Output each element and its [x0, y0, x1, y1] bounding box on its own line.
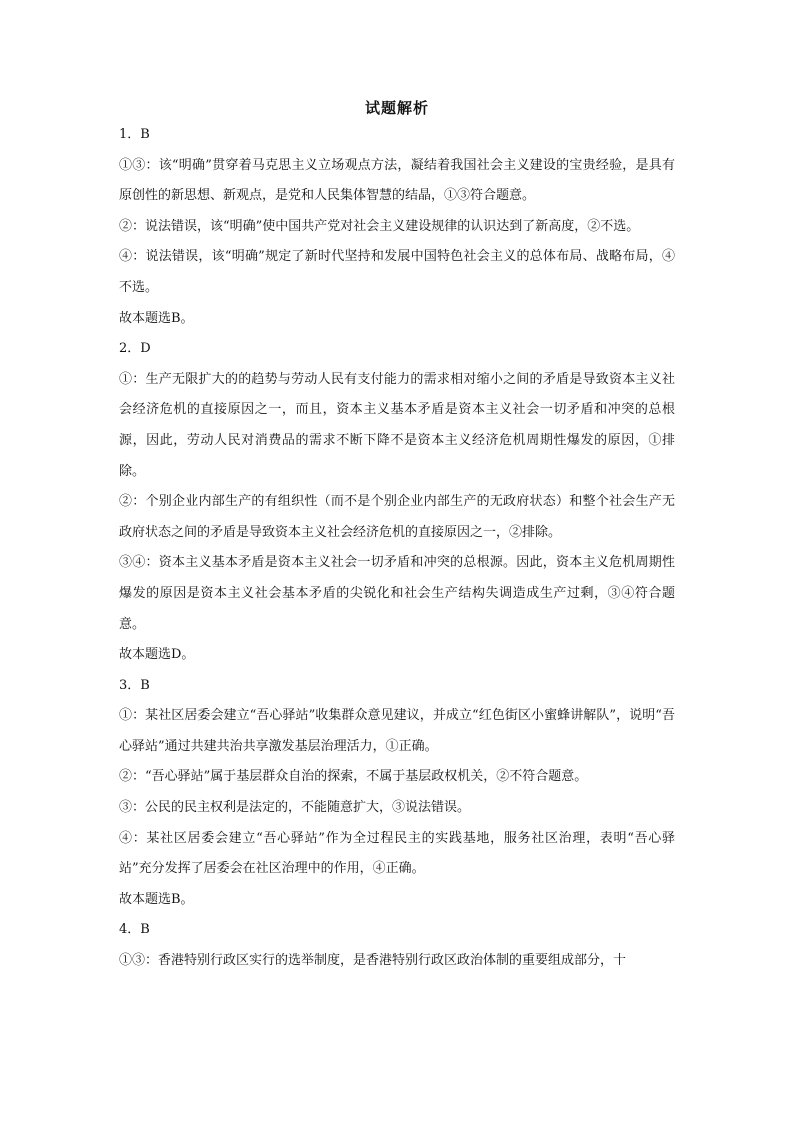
answer-conclusion: 故本题选D。	[119, 647, 195, 663]
explanation-paragraph: ④：说法错误，该“明确”规定了新时代坚持和发展中国特色社会主义的总体布局、战略布局，④不选。	[119, 249, 675, 295]
question-2	[119, 334, 675, 671]
question-3	[119, 671, 675, 916]
question-number: 4．B	[119, 922, 150, 938]
answer-conclusion: 故本题选B。	[119, 310, 194, 326]
explanation-paragraph: ②：“吾心驿站”属于基层群众自治的探索，不属于基层政权机关，②不符合题意。	[119, 769, 588, 785]
explanation-paragraph: ③：公民的民主权利是法定的，不能随意扩大，③说法错误。	[119, 800, 471, 816]
explanation-paragraph: ①：生产无限扩大的的趋势与劳动人民有支付能力的需求相对缩小之间的矛盾是导致资本主义社会经济危机的直接原因之一，而且，资本主义基本矛盾是资本主义社会一切矛盾和冲突的总根源，因此，劳动人民对消费品的需求不断下降不是资本主义经济危机周期性爆发的原因，①排除。	[119, 371, 675, 479]
explanation-paragraph: ①③：香港特别行政区实行的选举制度，是香港特别行政区政治体制的重要组成部分，十	[119, 953, 627, 969]
answer-analysis	[119, 120, 675, 977]
page-title: 试题解析	[364, 99, 429, 117]
explanation-paragraph: ②：个别企业内部生产的有组织性（而不是个别企业内部生产的无政府状态）和整个社会生产无政府状态之间的矛盾是导致资本主义社会经济危机的直接原因之一，②排除。	[119, 494, 675, 540]
question-number: 3．B	[119, 677, 150, 693]
question-4	[119, 915, 675, 976]
question-1	[119, 120, 675, 334]
explanation-paragraph: ③④：资本主义基本矛盾是资本主义社会一切矛盾和冲突的总根源。因此，资本主义危机周期性爆发的原因是资本主义社会基本矛盾的尖锐化和社会生产结构失调造成生产过剩，③④符合题意。	[119, 555, 675, 632]
explanation-paragraph: ①③：该“明确”贯穿着马克思主义立场观点方法，凝结着我国社会主义建设的宝贵经验，是具有原创性的新思想、新观点，是党和人民集体智慧的结晶，①③符合题意。	[119, 157, 675, 204]
explanation-paragraph: ④：某社区居委会建立“吾心驿站”作为全过程民主的实践基地，服务社区治理，表明“吾心驿站”充分发挥了居委会在社区治理中的作用，④正确。	[119, 830, 675, 877]
answer-conclusion: 故本题选B。	[119, 891, 194, 907]
question-number: 2．D	[119, 341, 151, 357]
question-number: 1．B	[119, 127, 150, 142]
explanation-paragraph: ②：说法错误，该“明确”使中国共产党对社会主义建设规律的认识达到了新高度，②不选。	[119, 218, 640, 234]
explanation-paragraph: ①：某社区居委会建立“吾心驿站”收集群众意见建议，并成立“红色街区小蜜蜂讲解队”，说明“吾心驿站”通过共建共治共享激发基层治理活力，①正确。	[119, 708, 675, 754]
